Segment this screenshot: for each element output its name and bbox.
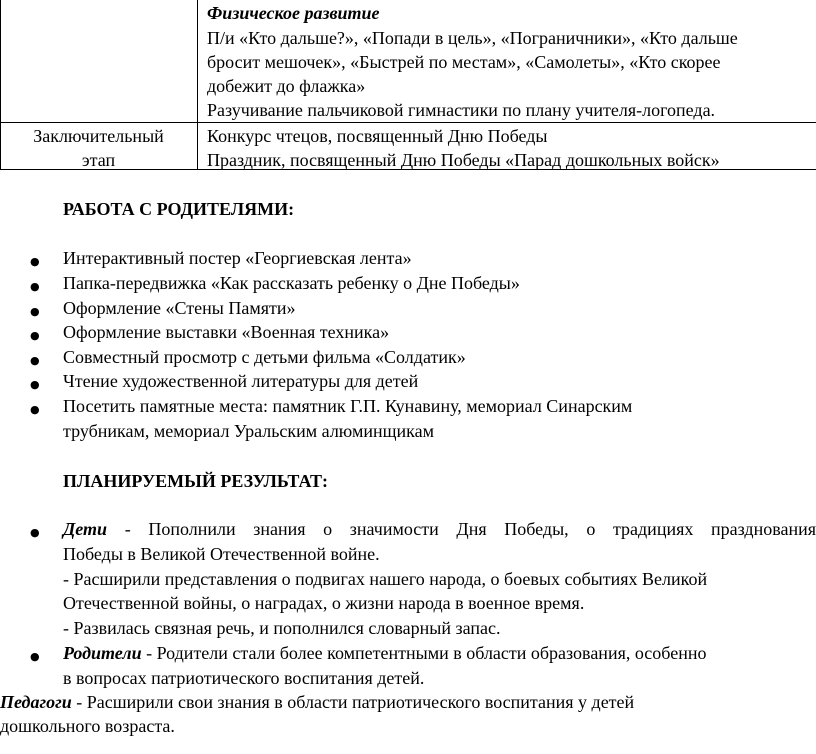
bullet-icon: ● [30, 305, 40, 318]
bullet-icon: ● [30, 354, 40, 367]
bullet-icon: ● [30, 403, 40, 416]
parents-item-7: Посетить памятные места: памятник Г.П. Кунавину, мемориал Синарским [63, 396, 633, 416]
bullet-icon: ● [30, 329, 40, 342]
parents-section-title: РАБОТА С РОДИТЕЛЯМИ: [63, 199, 295, 219]
parents-item-5: Совместный просмотр с детьми фильма «Солдатик» [63, 347, 466, 367]
parents-item-7-cont: трубникам, мемориал Уральским алюминщикам [63, 421, 435, 441]
teachers-result-line-1 [0, 690, 634, 715]
parents-result-line-1 [63, 641, 706, 666]
parents-item-2: Папка-передвижка «Как рассказать ребенку о Дне Победы» [63, 273, 520, 293]
bullet-icon: ● [30, 280, 40, 293]
parents-item-1: Интерактивный постер «Георгиевская лента» [63, 248, 412, 268]
bullet-icon: ● [30, 378, 40, 391]
children-result-line-5: - Развилась связная речь, и пополнился словарный запас. [63, 618, 501, 638]
row2-stage-line1: Заключительный [33, 126, 164, 146]
parents-item-6: Чтение художественной литературы для детей [63, 371, 419, 391]
row1-line-1: П/и «Кто дальше?», «Попади в цель», «Пограничники», «Кто дальше [207, 28, 738, 48]
row2-line-1: Конкурс чтецов, посвященный Дню Победы [207, 126, 548, 146]
row1-heading: Физическое развитие [207, 3, 380, 23]
teachers-label: Педагоги [0, 692, 72, 712]
children-result-line-4: Отечественной войны, о наградах, о жизни народа в военное время. [63, 593, 585, 613]
result-section-title: ПЛАНИРУЕМЫЙ РЕЗУЛЬТАТ: [63, 471, 328, 491]
plan-table [0, 0, 816, 170]
children-result-line-3: - Расширили представления о подвигах нашего народа, о боевых событиях Великой [63, 569, 708, 589]
parents-item-4: Оформление выставки «Военная техника» [63, 322, 390, 342]
row1-line-2: бросит мешочек», «Быстрей по местам», «Самолеты», «Кто скорее [207, 52, 721, 72]
bullet-icon: ● [30, 255, 40, 268]
row2-stage-line2: этап [81, 150, 116, 170]
parents-text-1: - Родители стали более компетентными в области образования, особенно [141, 643, 707, 663]
children-label: Дети [63, 519, 108, 539]
children-result-line-1 [63, 517, 816, 542]
teachers-result-line-2: дошкольного возраста. [0, 716, 175, 736]
children-result-line-2: Победы в Великой Отечественной войне. [63, 544, 380, 564]
bullet-icon: ● [30, 650, 40, 663]
parents-item-3: Оформление «Стены Памяти» [63, 298, 296, 318]
table-column-divider [197, 0, 198, 170]
row1-line-3: добежит до флажка» [207, 76, 366, 96]
parents-label: Родители [63, 643, 142, 663]
parents-result-line-2: в вопросах патриотического воспитания детей. [63, 668, 425, 688]
bullet-icon: ● [30, 526, 40, 539]
teachers-text-1: - Расширили свои знания в области патриотического воспитания у детей [71, 692, 635, 712]
row2-line-2: Праздник, посвященный Дню Победы «Парад дошкольных войск» [207, 150, 720, 170]
row1-line-4: Разучивание пальчиковой гимнастики по плану учителя-логопеда. [207, 100, 716, 120]
children-text-1: - Пополнили знания о значимости Дня Победы, о традициях празднования [107, 519, 816, 539]
